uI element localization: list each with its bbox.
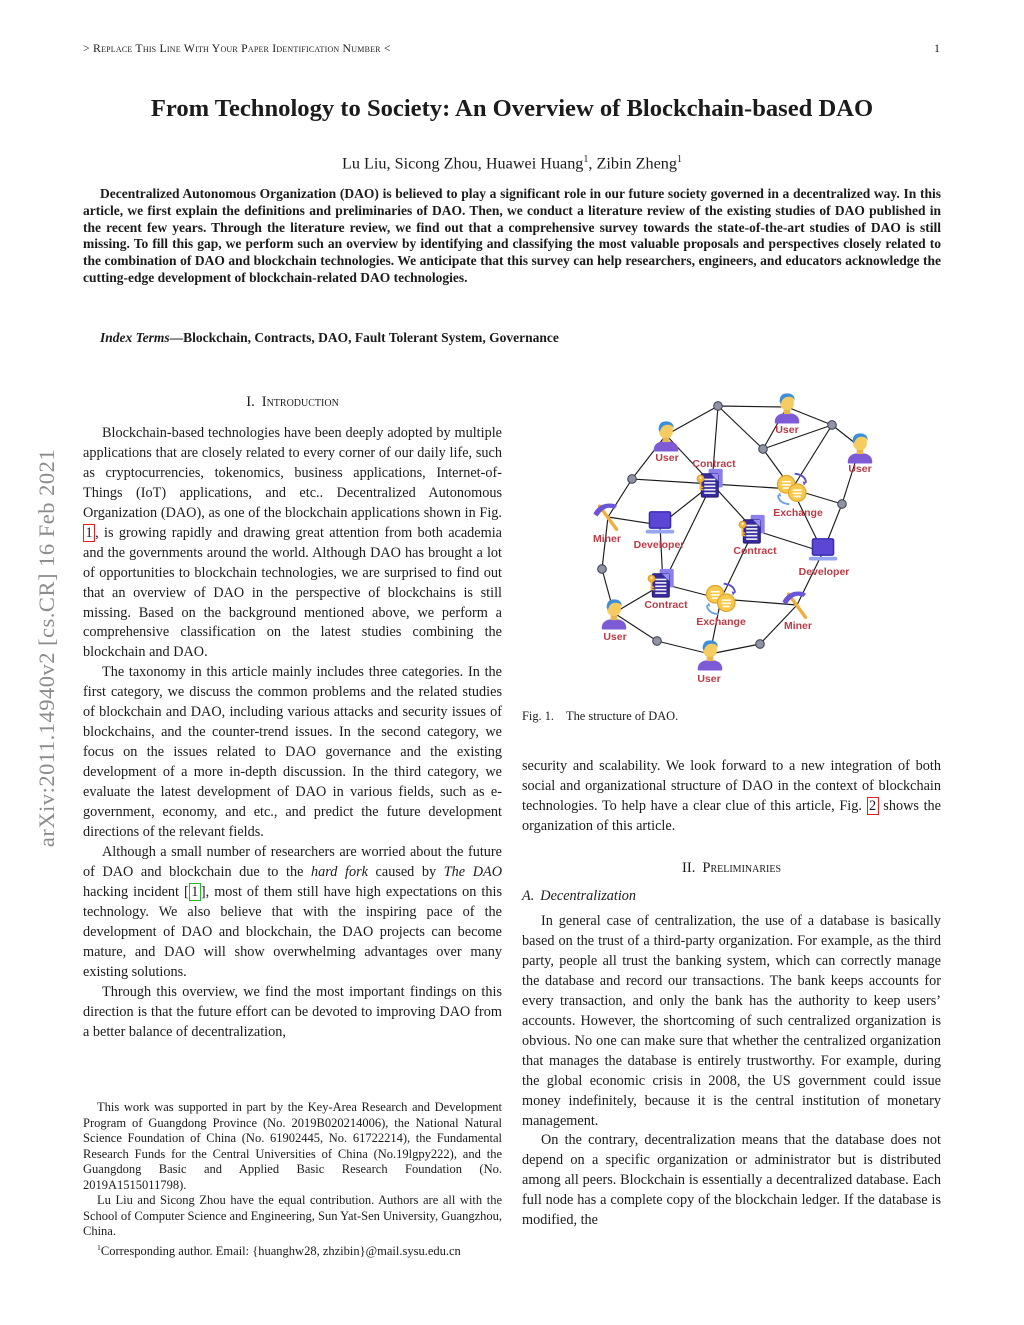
- figure-1-reference-link[interactable]: 1: [83, 524, 95, 542]
- figure-node-label: User: [775, 424, 799, 436]
- developer-icon: [646, 512, 675, 534]
- hard-fork-italic: hard fork: [311, 863, 368, 880]
- author-group-1: Lu Liu, Sicong Zhou, Huawei Huang: [341, 154, 584, 173]
- junction-node-icon: [598, 565, 607, 574]
- running-header: > Replace This Line With Your Paper Identification Number <: [83, 41, 391, 55]
- junction-node-icon: [759, 445, 768, 454]
- author-group-2: , Zibin Zheng: [588, 154, 677, 173]
- junction-node-icon: [714, 402, 723, 411]
- network-edge: [718, 406, 787, 407]
- author-affiliation-mark: 1: [677, 154, 683, 165]
- figure-node-label: Contract: [733, 545, 777, 557]
- user-icon: [602, 599, 627, 629]
- right-paragraph-2: In general case of centralization, the use of a database is basically based on the trust of a third-party organization. For example, as the third party, people all trust the banking system, which can correctly manage the database and record our transactions. The bank keeps accounts for every transaction, and only the bank has the authority to keep users’ accounts. However, the shortcoming of such centralized organization is obvious. No one can make sure that whether the centralized organization that manages the database is entirely trustworthy. For example, during the global economic crisis in 2008, the US government could issue money indefinitely, because it is the central institution of monetary management.: [522, 913, 941, 1129]
- junction-node-icon: [653, 637, 662, 646]
- right-paragraph-3: On the contrary, decentralization means that the database does not depend on a specific organization or administrator but is distributed among all peers. Blockchain is essentially a decentralized database. Each full node has a complete copy of the blockchain ledger. If the database is modified, the: [522, 1132, 941, 1229]
- arxiv-sidebar-label: arXiv:2011.14940v2 [cs.CR] 16 Feb 2021: [34, 448, 59, 848]
- contract-icon: [739, 515, 765, 543]
- figure-1-dao-structure: [522, 386, 942, 702]
- right-paragraph-1: security and scalability. We look forward to a new integration of both social and organizational structure of DAO in the context of blockchain technologies. To help have a clear clue of this article, Fig. 2 shows the organization of this article.: [522, 758, 941, 834]
- figure-node-label: User: [848, 463, 872, 475]
- figure-node-label: Developer: [798, 566, 850, 578]
- footnote-funding: This work was supported in part by the Key-Area Research and Development Program of Guangdong Province (No. 2019B020214006), the National Natural Science Foundation of China (No. 61902445, No. 61722214), the Fundamental Research Funds for the Central Universities of China (No.19lgpy222), and the Guangdong Basic and Applied Basic Research Foundation (No. 2019A1515011798).: [83, 1100, 502, 1192]
- right-column-bottom: [522, 912, 941, 1231]
- developer-icon: [809, 539, 838, 561]
- user-icon: [848, 433, 873, 463]
- the-dao-italic: The DAO: [443, 863, 502, 880]
- user-icon: [775, 393, 800, 423]
- junction-node-icon: [828, 421, 837, 430]
- network-edge: [718, 406, 763, 449]
- subsection-heading-decentralization: A. Decentralization: [522, 888, 637, 904]
- junction-node-icon: [628, 475, 637, 484]
- index-terms-list: —Blockchain, Contracts, DAO, Fault Tolerant System, Governance: [169, 330, 559, 345]
- figure-node-label: User: [697, 673, 721, 685]
- figure-node-label: Exchange: [696, 616, 746, 628]
- user-icon: [698, 640, 723, 670]
- exchange-icon: [777, 474, 806, 505]
- paper-title: From Technology to Society: An Overview of Blockchain-based DAO: [150, 95, 874, 122]
- intro-paragraph-4: Through this overview, we find the most important findings on this direction is that the future effort can be devoted to improving DAO from a better balance of decentralization,: [83, 983, 502, 1040]
- author-line: [83, 154, 941, 173]
- network-edge: [666, 406, 718, 435]
- figure-node-label: Contract: [692, 458, 736, 470]
- footnote-affiliation: Lu Liu and Sicong Zhou have the equal contribution. Authors are all with the School of Computer Science and Engineering, Sun Yat-Sen University, Guangzhou, China.: [83, 1193, 502, 1238]
- figure-node-label: User: [603, 631, 627, 643]
- miner-icon: [593, 503, 617, 529]
- citation-1-link[interactable]: 1: [189, 883, 201, 901]
- footnotes: [83, 1100, 502, 1259]
- left-column: [83, 393, 502, 1043]
- footnote-corresponding-author: $^1$Corresponding author. Email: {huanghw28, zhzibin}@mail.sysu.edu.cn: [97, 1242, 461, 1258]
- network-edge: [657, 641, 710, 654]
- right-column-top: [522, 757, 941, 837]
- figure-1-caption: [522, 709, 941, 724]
- exchange-icon: [706, 584, 735, 615]
- index-terms: [83, 330, 941, 346]
- figure-node-label: Developer: [633, 539, 685, 551]
- figure-node-label: Contract: [644, 599, 688, 611]
- figure-node-label: Exchange: [773, 507, 823, 519]
- figure-node-label: Miner: [592, 533, 622, 545]
- intro-paragraph-3: Although a small number of researchers are worried about the future of DAO and blockchain due to the hard fork caused by The DAO hacking incident [ 1 ], most of them still have high expectations on this technology. We also believe that with the inspiring pace of the development of DAO and blockchain, the DAO projects can become mature, and DAO will show overwhelming advantages over many existing solutions.: [83, 843, 502, 980]
- network-edge: [608, 479, 632, 517]
- section-heading-preliminaries: II. Preliminaries: [681, 860, 782, 876]
- figure-node-label: Miner: [783, 620, 813, 632]
- intro-paragraph-2: The taxonomy in this article mainly includes three categories. In the first category, we discuss the common problems and the related studies of blockchain and DAO, including various attacks and security issues of blockchains, and the counter-trend issues. In the second category, we focus on the issues related to DAO governance and the existing development of a more in-depth discussion. In the third category, we evaluate the latest development of DAO in various fields, such as e-government, economy, and etc., and predict the future development directions of the relevant fields.: [83, 664, 502, 841]
- junction-node-icon: [838, 500, 847, 509]
- figure-caption-text: The structure of DAO.: [566, 709, 679, 723]
- junction-node-icon: [756, 640, 765, 649]
- figure-node-label: User: [655, 452, 679, 464]
- intro-paragraph-1: Blockchain-based technologies have been deeply adopted by multiple applications that are closely related to every corner of our daily life, such as cryptocurrencies, tokenomics, business applications, Internet-of-Things (IoT) applications, and etc.. Decentralized Autonomous Organization (DAO), as one of the blockchain applications shown in Fig. 1 , is growing rapidly and drawing great attention from both academia and the governments around the world. Although DAO has brought a lot of opportunities to blockchain technologies, we are surprised to find out that an overview of DAO in the perspective of blockchains is still missing. Based on the background mentioned above, we perform a comprehensive classification on the latest studies combining the blockchain and DAO.: [83, 424, 502, 661]
- section-heading-introduction: I. Introduction: [246, 394, 339, 410]
- abstract: Decentralized Autonomous Organization (DAO) is believed to play a significant role in our future society governed in a decentralized way. In this article, we first explain the definitions and preliminaries of DAO. Then, we conduct a literature review of the existing studies of DAO published in the recent few years. Through the literature review, we find out that a comprehensive survey towards the state-of-the-art studies of DAO is still missing. To fill this gap, we perform such an overview by identifying and classifying the most valuable proposals and perspectives closely related to the combination of DAO and blockchain technologies. We anticipate that this survey can help researchers, engineers, and educators acknowledge the cutting-edge development of blockchain-related DAO technologies.: [83, 186, 941, 285]
- contract-icon: [648, 569, 674, 597]
- figure-caption-label: Fig. 1.: [522, 709, 555, 723]
- page-number: 1: [934, 41, 940, 55]
- index-terms-label: Index Terms: [100, 330, 170, 345]
- author-affiliation-mark: 1: [583, 154, 589, 165]
- figure-2-reference-link[interactable]: 2: [867, 797, 879, 815]
- user-icon: [654, 421, 679, 451]
- contract-icon: [697, 469, 723, 497]
- dao-figure-svg: [522, 386, 942, 702]
